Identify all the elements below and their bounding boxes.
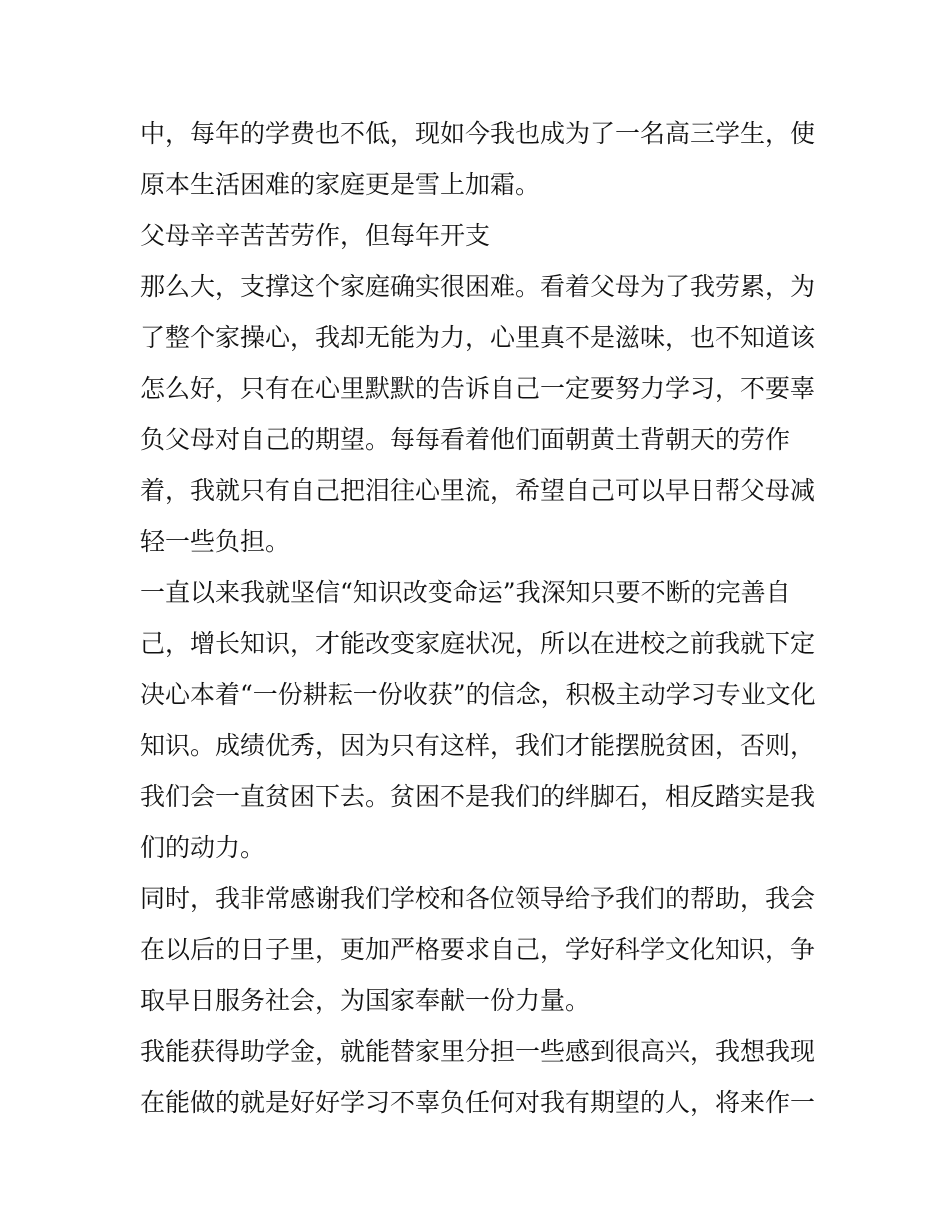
text-line: 我能获得助学金，就能替家里分担一些感到很高兴，我想我现 [140, 1037, 816, 1066]
text-line: 己，增长知识，才能改变家庭状况，所以在进校之前我就下定 [140, 629, 816, 658]
text-line: 决心本着“一份耕耘一份收获”的信念，积极主动学习专业文化 [140, 680, 816, 709]
text-line: 负父母对自己的期望。每每看着他们面朝黄土背朝天的劳作 [140, 425, 791, 454]
text-line: 那么大，支撑这个家庭确实很困难。看着父母为了我劳累，为 [140, 272, 816, 301]
text-line: 轻一些负担。 [140, 527, 291, 556]
text-line: 父母辛辛苦苦劳作，但每年开支 [140, 221, 491, 250]
text-line: 我们会一直贫困下去。贫困不是我们的绊脚石，相反踏实是我 [140, 782, 816, 811]
text-line: 一直以来我就坚信“知识改变命运”我深知只要不断的完善自 [140, 578, 791, 607]
text-line: 知识。成绩优秀，因为只有这样，我们才能摆脱贫困，否则， [140, 731, 816, 760]
text-line: 原本生活困难的家庭更是雪上加霜。 [140, 170, 541, 199]
text-line: 中，每年的学费也不低，现如今我也成为了一名高三学生，使 [140, 119, 816, 148]
text-line: 在以后的日子里，更加严格要求自己，学好科学文化知识，争 [140, 935, 816, 964]
text-line: 同时，我非常感谢我们学校和各位领导给予我们的帮助，我会 [140, 884, 816, 913]
document-body [140, 108, 820, 1128]
text-line: 着，我就只有自己把泪往心里流，希望自己可以早日帮父母减 [140, 476, 816, 505]
text-line: 们的动力。 [140, 833, 266, 862]
text-line: 了整个家操心，我却无能为力，心里真不是滋味，也不知道该 [140, 323, 816, 352]
text-line: 怎么好，只有在心里默默的告诉自己一定要努力学习，不要辜 [140, 374, 816, 403]
text-line: 取早日服务社会，为国家奉献一份力量。 [140, 986, 591, 1015]
text-line: 在能做的就是好好学习不辜负任何对我有期望的人，将来作一 [140, 1088, 816, 1117]
